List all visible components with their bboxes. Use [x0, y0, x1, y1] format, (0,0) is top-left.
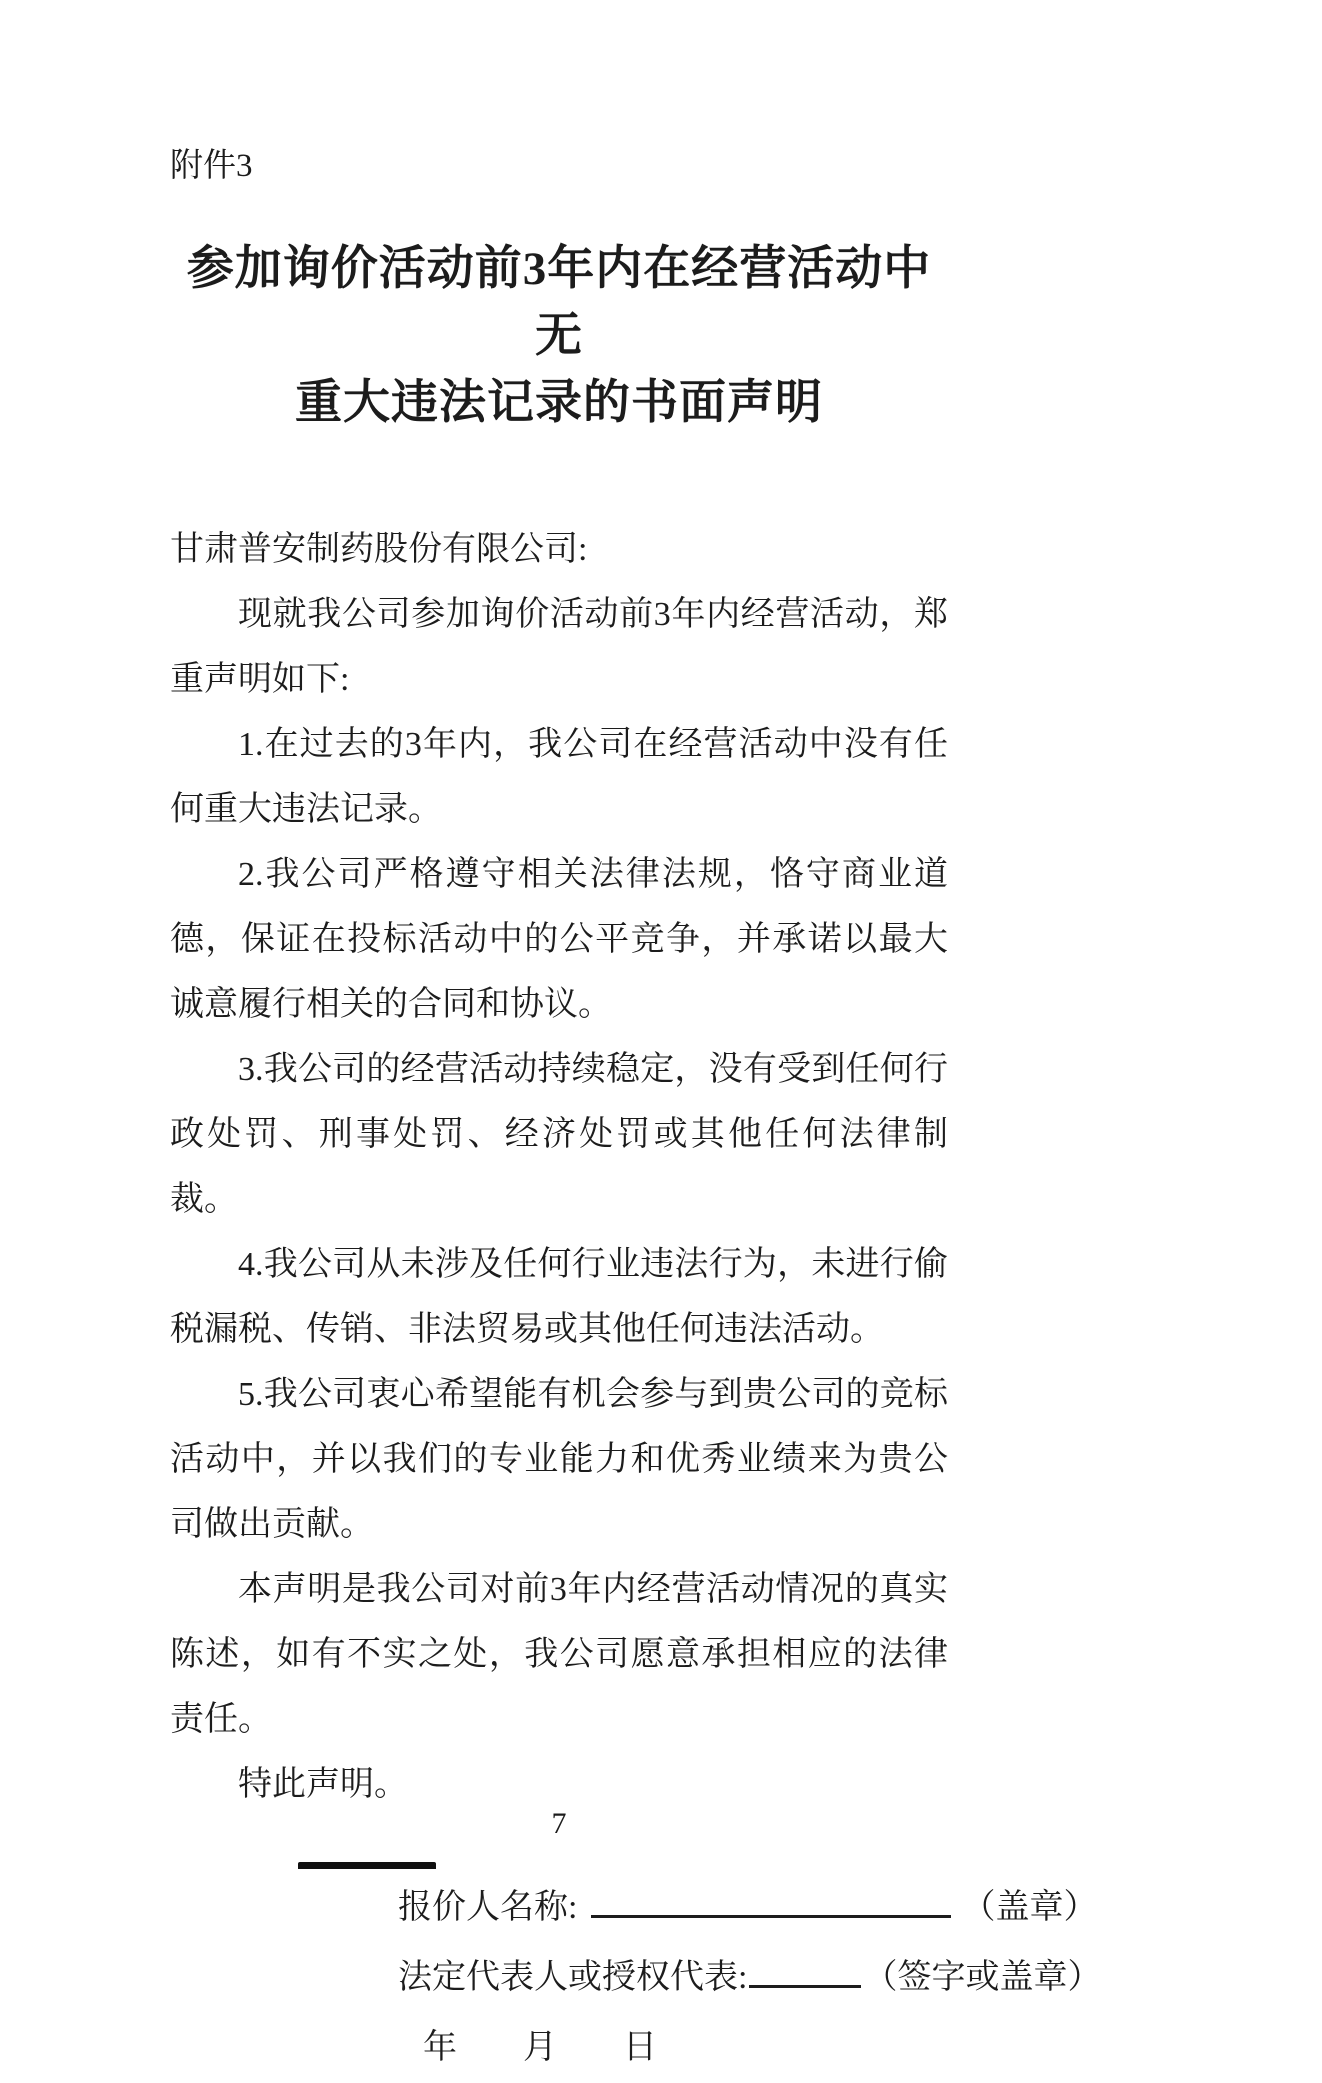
document-title-line1: 参加询价活动前3年内在经营活动中无	[186, 243, 932, 362]
paragraph-item-5: 5.我公司衷心希望能有机会参与到贵公司的竞标活动中，并以我们的专业能力和优秀业绩来为贵公司做出贡献。	[170, 1376, 948, 1543]
date-year-label: 年	[423, 2029, 457, 2066]
paragraph-truth-statement: 本声明是我公司对前3年内经营活动情况的真实陈述，如有不实之处，我公司愿意承担相应的法律责任。	[170, 1571, 948, 1738]
attachment-label: 附件3	[170, 148, 253, 184]
document-body	[170, 517, 948, 1817]
paragraph-item-1: 1.在过去的3年内，我公司在经营活动中没有任何重大违法记录。	[170, 726, 948, 828]
document-title-line2: 重大违法记录的书面声明	[295, 377, 823, 429]
offeror-name-blank	[591, 1886, 951, 1918]
offeror-name-row	[170, 1873, 1098, 1943]
signature-block	[170, 1873, 1102, 2083]
date-day-label: 日	[623, 2029, 657, 2066]
paragraph-item-4: 4.我公司从未涉及任何行业违法行为，未进行偷税漏税、传销、非法贸易或其他任何违法活动。	[170, 1246, 948, 1348]
date-month-label: 月	[523, 2029, 557, 2066]
scan-artifact	[298, 1862, 436, 1869]
page-number: 7	[551, 1807, 567, 1840]
paragraph-closing: 特此声明。	[238, 1766, 408, 1803]
representative-label: 法定代表人或授权代表:	[398, 1959, 748, 1996]
representative-row	[170, 1943, 1102, 2013]
document-title	[170, 236, 948, 437]
offeror-seal-note: （盖章）	[961, 1889, 1098, 1926]
paragraph-intro: 现就我公司参加询价活动前3年内经营活动，郑重声明如下:	[170, 596, 948, 698]
paragraph-item-3: 3.我公司的经营活动持续稳定，没有受到任何行政处罚、刑事处罚、经济处罚或其他任何法律制裁。	[170, 1051, 948, 1218]
document-content	[170, 0, 1102, 2083]
representative-blank	[749, 1956, 861, 1988]
offeror-name-label: 报价人名称:	[398, 1889, 578, 1926]
representative-seal-note: （签字或盖章）	[863, 1959, 1102, 1996]
salutation: 甘肃普安制药股份有限公司:	[170, 531, 588, 568]
date-row	[170, 2013, 948, 2083]
paragraph-item-2: 2.我公司严格遵守相关法律法规，恪守商业道德，保证在投标活动中的公平竞争，并承诺以最大诚意履行相关的合同和协议。	[170, 856, 948, 1023]
